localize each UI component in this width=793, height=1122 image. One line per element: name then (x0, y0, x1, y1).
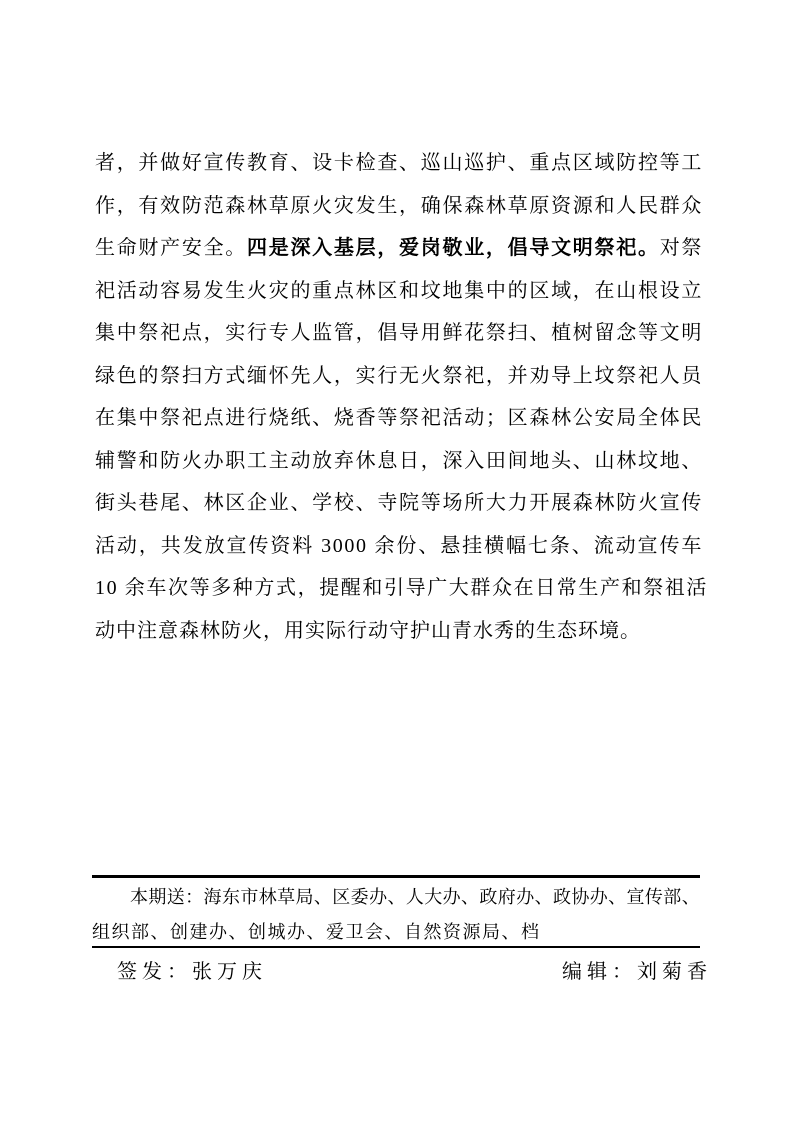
text-segment: 作，有效防范森林草原火灾发生，确保森林草原资源和人民群众 (95, 194, 703, 217)
text-segment: 者，并做好宣传教育、设卡检查、巡山巡护、重点区域防控等工 (95, 152, 703, 174)
bold-emphasis: 四是深入基层，爱岗敬业，倡导文明祭祀。 (247, 237, 660, 259)
text-segment: 动中注意森林防火，用实际行动守护山青水秀的生态环境。 (95, 619, 641, 642)
body-text (95, 142, 708, 652)
signature-row (92, 957, 712, 987)
body-text-line (95, 355, 703, 398)
distribution-line: 本期送：海东市林草局、区委办、人大办、政府办、政协办、宣传部、 (130, 887, 700, 907)
editor (562, 957, 712, 987)
text-segment: 生命财产安全。 (95, 237, 248, 259)
body-text-line (95, 185, 703, 228)
body-text-line (95, 142, 703, 185)
body-text-line (95, 397, 703, 440)
body-text-line (95, 482, 703, 525)
text-segment: 绿色的祭扫方式缅怀先人，实行无火祭祀，并劝导上坟祭祀人员 (95, 364, 703, 387)
issuer-name: 张万庆 (192, 961, 267, 983)
text-segment: 在集中祭祀点进行烧纸、烧香等祭祀活动；区森林公安局全体民 (95, 407, 703, 429)
distribution-line: 组织部、创建办、创城办、爱卫会、自然资源局、档 (92, 922, 541, 942)
body-text-line (95, 610, 703, 653)
footer-divider-top (92, 875, 700, 878)
editor-name: 刘菊香 (637, 961, 712, 983)
text-segment: 对祭 (659, 237, 704, 259)
issuer-label: 签发： (117, 961, 192, 983)
text-segment: 祀活动容易发生火灾的重点林区和坟地集中的区域，在山根设立 (95, 279, 703, 302)
issuer (117, 957, 267, 987)
text-segment: 10 余车次等多种方式，提醒和引导广大群众在日常生产和祭祖活 (95, 577, 708, 599)
body-text-line (95, 525, 703, 568)
distribution-list (92, 880, 700, 950)
body-text-line (95, 227, 703, 270)
body-text-line (95, 270, 703, 313)
body-text-line (95, 312, 703, 355)
text-segment: 活动，共发放宣传资料 3000 余份、悬挂横幅七条、流动宣传车 (95, 534, 703, 557)
text-segment: 街头巷尾、林区企业、学校、寺院等场所大力开展森林防火宣传 (95, 492, 703, 514)
body-text-line (95, 567, 708, 610)
editor-label: 编辑： (562, 961, 637, 983)
text-segment: 集中祭祀点，实行专人监管，倡导用鲜花祭扫、植树留念等文明 (95, 322, 703, 344)
body-text-line (95, 440, 703, 483)
footer-divider-bottom (92, 946, 700, 948)
text-segment: 辅警和防火办职工主动放弃休息日，深入田间地头、山林坟地、 (95, 449, 703, 472)
